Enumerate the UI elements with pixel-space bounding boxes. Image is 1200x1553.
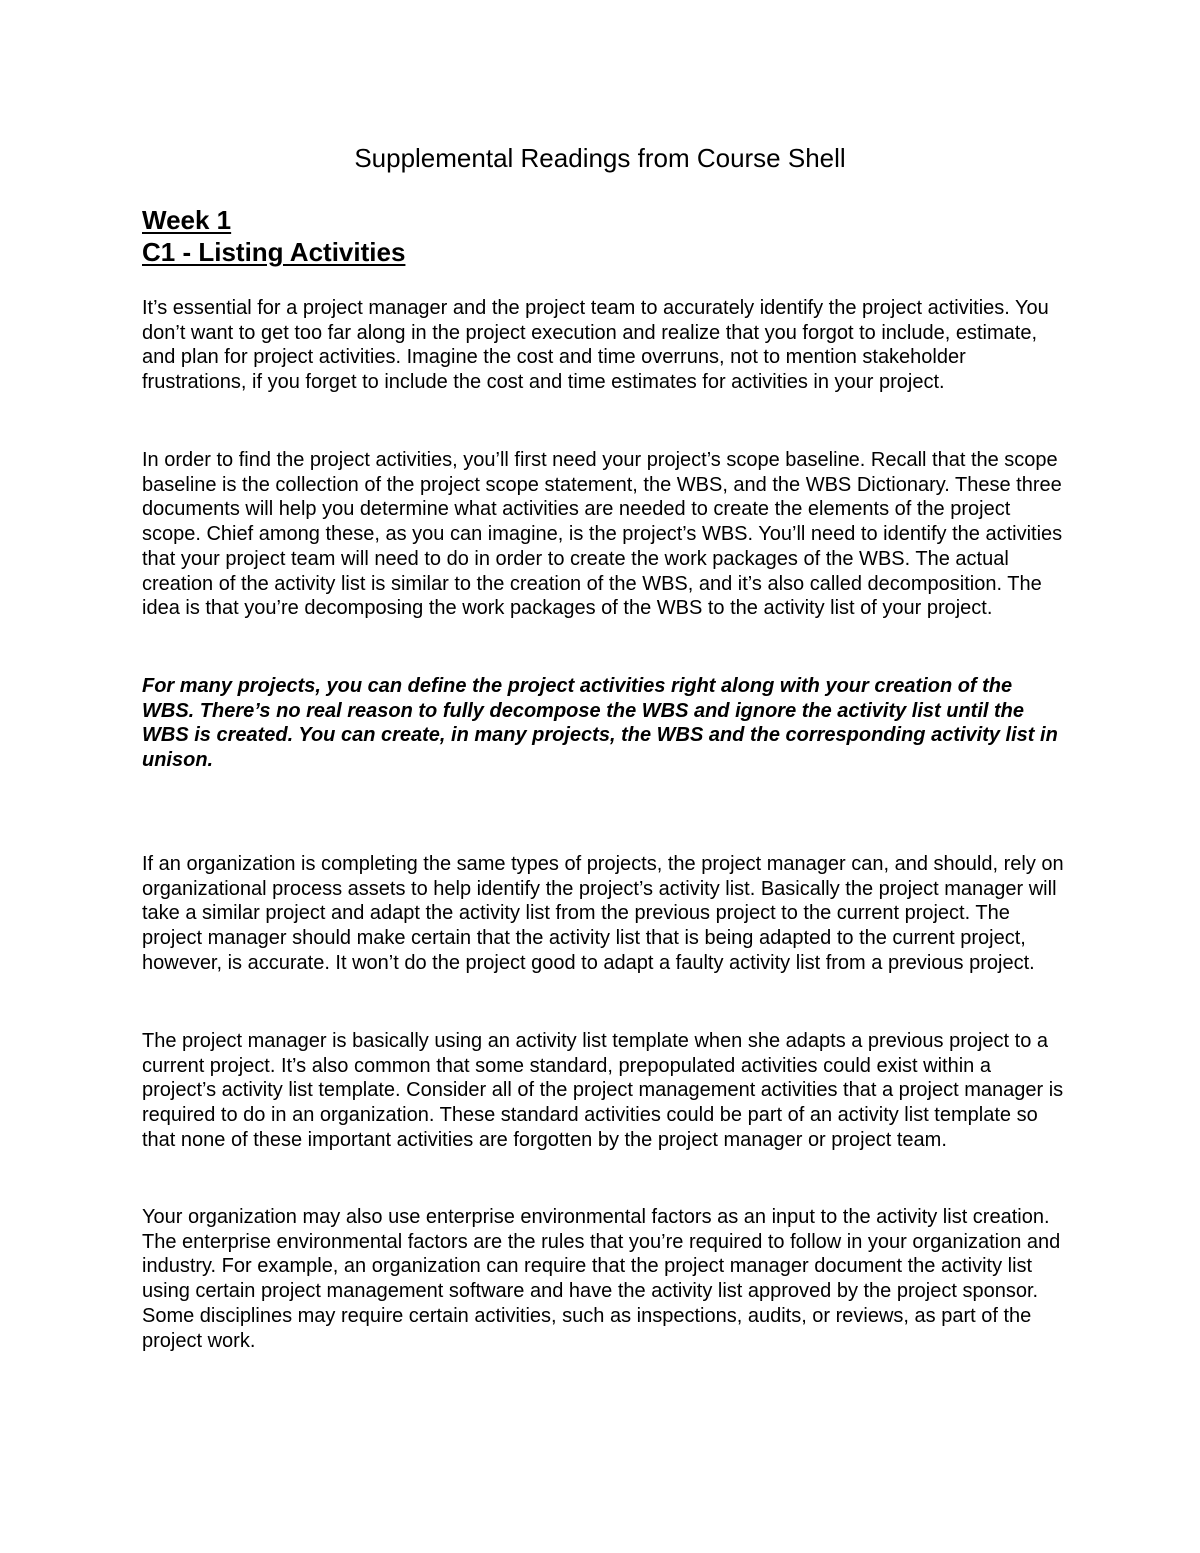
section-heading: C1 - Listing Activities [142,237,406,267]
body-paragraph: If an organization is completing the same types of projects, the project manager can, and should, rely on organizational process assets to help identify the project’s activity list. Basically the project manager will take a similar project and adapt the activity list from the previous project to the current project. The project manager should make certain that the activity list that is being adapted to the current project, however, is accurate. It won’t do the project good to adapt a faulty activity list from a previous project. [142,853,1064,974]
body-paragraph: The project manager is basically using an activity list template when she adapts a previous project to a current project. It’s also common that some standard, prepopulated activities could exist within a project’s activity list template. Consider all of the project management activities that a project manager is required to do in an organization. These standard activities could be part of an activity list template so that none of these important activities are forgotten by the project manager or project team. [142,1030,1064,1151]
body-paragraph: It’s essential for a project manager and the project team to accurately identify the project activities. You don’t want to get too far along in the project execution and realize that you forgot to include, estimate, and plan for project activities. Imagine the cost and time overruns, not to mention stakeholder frustrations, if you forget to include the cost and time estimates for activities in your project. [142,297,1049,394]
document-title: Supplemental Readings from Course Shell [354,143,846,173]
emphasized-paragraph: For many projects, you can define the project activities right along with your creation of the WBS. There’s no real reason to fully decompose the WBS and ignore the activity list until the WBS is created. You can create, in many projects, the WBS and the corresponding activity list in unison. [142,675,1058,772]
body-paragraph: Your organization may also use enterprise environmental factors as an input to the activity list creation. The enterprise environmental factors are the rules that you’re required to follow in your organization and industry. For example, an organization can require that the project manager document the activity list using certain project management software and have the activity list approved by the project sponsor. Some disciplines may require certain activities, such as inspections, audits, or reviews, as part of the project work. [142,1206,1061,1352]
body-paragraph: In order to find the project activities, you’ll first need your project’s scope baseline. Recall that the scope baseline is the collection of the project scope statement, the WBS, and the WBS Dictionary. These three documents will help you determine what activities are needed to create the elements of the project scope. Chief among these, as you can imagine, is the project’s WBS. You’ll need to identify the activities that your project team will need to do in order to create the work packages of the WBS. The actual creation of the activity list is similar to the creation of the WBS, and it’s also called decomposition. The idea is that you’re decomposing the work packages of the WBS to the activity list of your project. [142,449,1063,620]
week-heading: Week 1 [142,205,232,235]
